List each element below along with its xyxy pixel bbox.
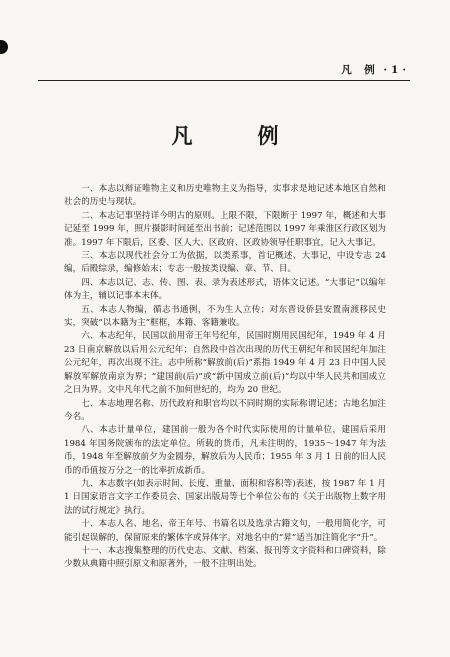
paragraph: 三、本志以现代社会分工为依据，以类系事，首记概述、大事记，中设专志 24 编，后殿综录，编修始末；专志一般按类设编、章、节、目。 [64,251,386,275]
body-text [64,183,386,572]
paragraph: 六、本志纪年，民国以前用帝王年号纪年，民国时期用民国纪年，1949 年 4 月 23 日南京解放以后用公元纪年；自然段中首次出现的历代王朝纪年和民国纪年加注公元纪年，再次出现不注。志中所称“解放前(后)”系指 1949 年 4 月 23 日中国人民解放军解放南京为界；“建国前(后)”或“新中国成立前(后)”均以中华人民共和国成立之日为界。文中凡年代之前不加何世纪的，均为 20 世纪。 [64,331,386,396]
header-page-number: 1 [391,64,400,76]
running-header [38,62,410,78]
paragraph: 十一、本志搜集整理的历代史志、文献、档案、报刊等文字资料和口碑资料，除少数从典籍中照引原文和原著外，一般不注明出处。 [64,545,386,570]
binding-mark [0,40,8,54]
paragraph: 九、本志数字(如表示时间、长度、重量、面积和容积等)表述，按 1987 年 1 月 1 日国家语言文字工作委员会、国家出版局等七个单位公布的《关于出版物上数字用法的试行规定》执行。 [64,478,386,516]
header-rule [38,80,410,81]
paragraph: 十、本志人名、地名、帝王年号、书篇名以及选录古籍文句，一般用简化字，可能引起误解的，保留原来的繁体字或异体字。对地名中的“昇”适当加注简化字“升”。 [64,519,386,543]
paragraph: 八、本志计量单位，建国前一般为各个时代实际使用的计量单位，建国后采用 1984 年国务院颁布的法定单位。所载的货币，凡未注明的，1935～1947 年为法币，1948 年至解放前夕为金圆券，解放后为人民币；1955 年 3 月 1 日前的旧人民币的币值按万分之一的比率折成新币。 [64,425,386,476]
paragraph: 四、本志以记、志、传、图、表、录为表述形式，语体文记述。“大事记”以编年体为主，辅以记事本末体。 [64,277,386,302]
header-section-title: 凡 例 [341,64,376,76]
paragraph: 五、本志人物编，循志书通例，不为生人立传；对东晋设侨县安置南渡移民史实，突破“以本籍为主”框框，本籍、客籍兼收。 [64,304,386,329]
paragraph: 一、本志以辩证唯物主义和历史唯物主义为指导，实事求是地记述本地区自然和社会的历史与现状。 [64,184,386,208]
page-title: 凡 例 [171,123,301,148]
paragraph: 七、本志地理名称、历代政府和职官均以不同时期的实际称谓记述；古地名加注今名。 [64,398,386,422]
paragraph: 二、本志记事坚持详今明古的原则。上限不限，下限断于 1997 年，概述和大事记延至 1999 年，照片摄影时间延至出书前；记述范围以 1997 年乘淮区行政区划为准。1997 年下限后，区委、区人大、区政府、区政协领导任职事宜，记入大事记。 [64,210,386,248]
header-separator: · [402,64,407,76]
header-separator: · [383,64,389,76]
